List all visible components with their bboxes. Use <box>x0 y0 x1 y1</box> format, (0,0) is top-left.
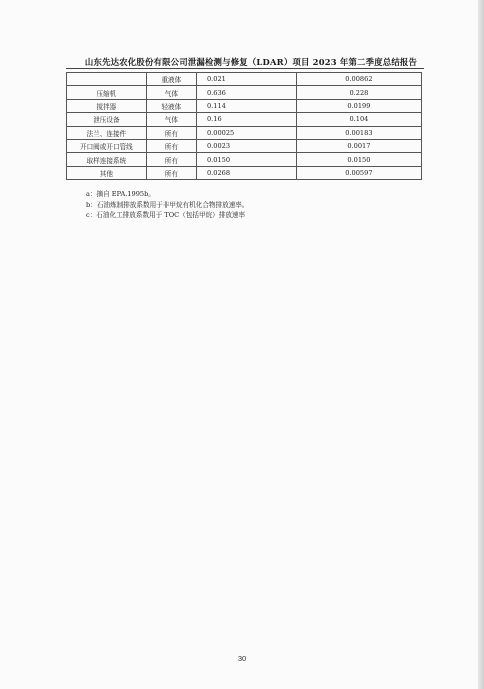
factor-a-cell: 0.114 <box>196 99 296 112</box>
note-b: b：石油炼制排放系数用于非甲烷有机化合物排放速率。 <box>86 200 249 209</box>
factor-b-cell: 0.00183 <box>296 126 421 139</box>
factor-b-cell: 0.228 <box>296 86 421 99</box>
factor-a-cell: 0.636 <box>196 86 296 99</box>
component-cell: 其他 <box>67 166 147 179</box>
service-cell: 所有 <box>146 126 196 139</box>
component-cell: 开口阀或开口管线 <box>67 139 147 152</box>
component-cell: 法兰、连接件 <box>67 126 147 139</box>
service-cell: 所有 <box>146 166 196 179</box>
factor-b-cell: 0.0199 <box>296 99 421 112</box>
service-cell: 重液体 <box>146 73 196 86</box>
table-row <box>67 73 422 86</box>
page-number: 30 <box>237 654 247 663</box>
factor-a-cell: 0.0268 <box>196 166 296 179</box>
factor-b-cell: 0.00862 <box>296 73 421 86</box>
factor-a-cell: 0.0150 <box>196 153 296 166</box>
factor-b-cell: 0.0150 <box>296 153 421 166</box>
factor-b-cell: 0.00597 <box>296 166 421 179</box>
component-cell: 泄压设备 <box>67 113 147 126</box>
note-c: c：石油化工排放系数用于 TOC（包括甲烷）排放速率 <box>86 211 246 220</box>
page-edge-shadow <box>478 0 484 689</box>
service-cell: 气体 <box>146 86 196 99</box>
service-cell: 所有 <box>146 139 196 152</box>
table-notes <box>86 189 248 221</box>
service-cell: 轻液体 <box>146 99 196 112</box>
factor-a-cell: 0.0023 <box>196 139 296 152</box>
table-row <box>67 99 422 112</box>
table-row <box>67 139 422 152</box>
component-cell <box>67 73 147 86</box>
note-a: a：摘自 EPA.1995b。 <box>86 190 155 198</box>
header-divider <box>66 68 424 69</box>
component-cell: 取样连接系统 <box>67 153 147 166</box>
table-row <box>67 126 422 139</box>
service-cell: 气体 <box>146 113 196 126</box>
factor-a-cell: 0.16 <box>196 113 296 126</box>
table-row <box>67 166 422 179</box>
component-cell: 压缩机 <box>67 86 147 99</box>
report-header-title: 山东先达农化股份有限公司泄漏检测与修复（LDAR）项目 2023 年第二季度总结报告 <box>84 57 418 67</box>
factor-a-cell: 0.00025 <box>196 126 296 139</box>
factor-b-cell: 0.0017 <box>296 139 421 152</box>
table-row <box>67 113 422 126</box>
table-row <box>67 86 422 99</box>
factor-a-cell: 0.021 <box>196 73 296 86</box>
factor-b-cell: 0.104 <box>296 113 421 126</box>
table-body <box>67 73 422 180</box>
service-cell: 所有 <box>146 153 196 166</box>
table-row <box>67 153 422 166</box>
component-cell: 搅拌器 <box>67 99 147 112</box>
emission-factor-table <box>66 72 422 180</box>
